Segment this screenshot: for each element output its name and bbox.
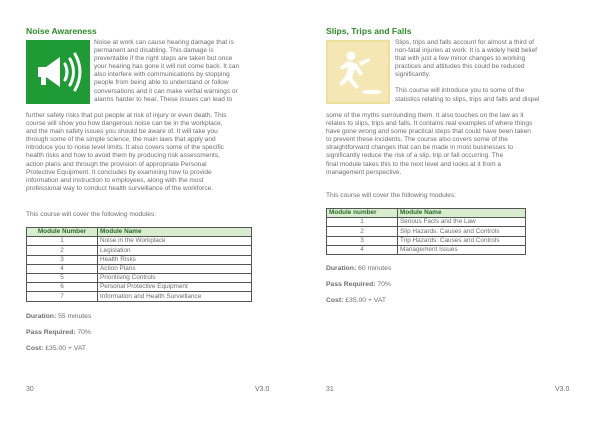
table-row bbox=[27, 255, 252, 264]
text-line: final module takes this to the next level and looks at it from a bbox=[326, 160, 502, 168]
slipping-person-icon bbox=[326, 40, 390, 104]
text-line: your hearing has gone it will not come back. It can bbox=[94, 63, 240, 71]
text-line: further safety risks that put people at risk of injury or even death. This bbox=[26, 112, 227, 119]
duration-line bbox=[326, 265, 391, 272]
text-line: conversations and it can make verbal warnings or bbox=[94, 87, 238, 95]
text-line: non-fatal injuries at work. It is a widely held belief bbox=[395, 47, 537, 55]
table-header-row bbox=[27, 228, 252, 237]
text-line: have gone wrong and some practical steps that could have been taken bbox=[326, 128, 531, 136]
module-name: Health Risks bbox=[98, 255, 252, 264]
cost-line bbox=[326, 297, 386, 304]
module-number: 5 bbox=[27, 273, 98, 282]
module-number: 3 bbox=[27, 255, 98, 264]
table-row bbox=[327, 236, 526, 245]
table-row bbox=[27, 283, 252, 292]
text-line: that with just a few minor changes to working bbox=[395, 55, 526, 63]
pass-line bbox=[26, 329, 91, 336]
table-row bbox=[327, 218, 526, 227]
text-line: Noise at work can cause hearing damage that is bbox=[94, 39, 234, 46]
text-line: alarms harder to hear. These issues can lead to bbox=[94, 95, 233, 103]
module-number: 4 bbox=[327, 245, 398, 254]
table-row bbox=[327, 245, 526, 254]
page-title: Noise Awareness bbox=[26, 26, 97, 36]
text-line: information and instruction to employees, along with the most bbox=[26, 176, 204, 184]
text-line: through some of the simple science, the main laws that apply and bbox=[26, 136, 216, 144]
duration-label: Duration: bbox=[26, 313, 57, 320]
text-line: course will show you how dangerous noise can be in the workplace, bbox=[26, 120, 223, 128]
pass-label: Pass Required: bbox=[26, 329, 76, 336]
table-row bbox=[27, 246, 252, 255]
module-name: Noise in the Workplace bbox=[98, 237, 252, 246]
column-header: Module Name bbox=[398, 209, 526, 218]
module-name: Legislation bbox=[98, 246, 252, 255]
text-line: This course will introduce you to some of the bbox=[395, 87, 525, 95]
text-line: health risks and how to avoid them by producing risk assessments, bbox=[26, 152, 220, 160]
text-line: permanent and disabling. This damage is bbox=[94, 47, 214, 55]
text-line: management perspective. bbox=[326, 168, 402, 176]
duration-value: 55 minutes bbox=[58, 313, 92, 320]
intro-paragraph-wrapped bbox=[94, 39, 270, 104]
modules-intro: This course will cover the following modules: bbox=[326, 192, 457, 199]
table-row bbox=[27, 273, 252, 282]
paragraph-gap bbox=[395, 79, 573, 87]
module-name: Action Plans bbox=[98, 264, 252, 273]
cost-label: Cost: bbox=[26, 345, 44, 352]
pass-label: Pass Required: bbox=[326, 281, 376, 288]
page-title: Slips, Trips and Falls bbox=[326, 26, 412, 36]
text-line: some of the myths surrounding them. It also touches on the law as it bbox=[326, 112, 524, 119]
table-row bbox=[327, 227, 526, 236]
pass-value: 70% bbox=[377, 281, 391, 288]
cost-value: £35.00 + VAT bbox=[45, 345, 87, 352]
pass-line bbox=[326, 281, 391, 288]
text-line: practices and attitudes this could be reduced bbox=[395, 63, 525, 71]
column-header: Module number bbox=[327, 209, 398, 218]
table-header-row bbox=[327, 209, 526, 218]
intro-paragraph-full bbox=[326, 112, 572, 177]
text-line: Protective Equipment. It concludes by examining how to provide bbox=[26, 168, 212, 176]
cost-value: £35.00 + VAT bbox=[345, 297, 387, 304]
intro-paragraph-full bbox=[26, 112, 270, 193]
text-line: introduce you to noise level limits. It also covers some of the specific bbox=[26, 144, 224, 152]
text-line: also interfere with communications by stopping bbox=[94, 71, 230, 79]
module-number: 3 bbox=[327, 236, 398, 245]
module-number: 7 bbox=[27, 292, 98, 301]
text-line: significantly reduce the risk of a slip, trip or fall occurring. The bbox=[326, 152, 504, 160]
cost-label: Cost: bbox=[326, 297, 344, 304]
text-line: people from being able to understand or follow bbox=[94, 79, 229, 87]
intro-paragraph-wrapped bbox=[395, 39, 573, 104]
text-line: statistics relating to slips, trips and falls and dispel bbox=[395, 95, 540, 103]
text-line: professional way to conduct health surveillance of the workforce. bbox=[26, 184, 214, 192]
column-header: Module Name bbox=[98, 228, 252, 237]
text-line: preventable if the right steps are taken but once bbox=[94, 55, 233, 63]
module-name: Trip Hazards: Causes and Controls bbox=[398, 236, 526, 245]
module-name: Personal Protective Equipment bbox=[98, 283, 252, 292]
module-number: 6 bbox=[27, 283, 98, 292]
modules-table bbox=[326, 208, 526, 255]
module-name: Management Issues bbox=[398, 245, 526, 254]
version-label: V3.0 bbox=[555, 386, 570, 393]
column-header: Module Number bbox=[27, 228, 98, 237]
page-slips-trips-falls bbox=[300, 0, 600, 425]
text-line: significantly. bbox=[395, 71, 431, 79]
text-line: relates to slips, trips and falls. It contains real examples of where things bbox=[326, 120, 533, 128]
module-number: 1 bbox=[327, 218, 398, 227]
module-number: 2 bbox=[327, 227, 398, 236]
megaphone-icon bbox=[26, 40, 90, 104]
text-line: action plans and through the provision of appropriate Personal bbox=[26, 160, 207, 168]
module-name: Serious Facts and the Law bbox=[398, 218, 526, 227]
version-label: V3.0 bbox=[255, 386, 270, 393]
text-line: Slips, trips and falls account for almost a third of bbox=[395, 39, 535, 46]
cost-line bbox=[26, 345, 86, 352]
modules-intro: This course will cover the following modules: bbox=[26, 211, 157, 218]
text-line: to prevent these incidents. The course also covers some of the bbox=[326, 136, 508, 144]
module-number: 1 bbox=[27, 237, 98, 246]
text-line: straightforward changes that can be made in most businesses to bbox=[326, 144, 514, 152]
table-row bbox=[27, 292, 252, 301]
pass-value: 70% bbox=[77, 329, 91, 336]
text-line: and the main safety issues you should be aware of. It will take you bbox=[26, 128, 218, 136]
page-number: 30 bbox=[26, 386, 34, 393]
table-row bbox=[27, 237, 252, 246]
table-row bbox=[27, 264, 252, 273]
module-number: 2 bbox=[27, 246, 98, 255]
duration-line bbox=[26, 313, 91, 320]
module-name: Slip Hazards: Causes and Controls bbox=[398, 227, 526, 236]
duration-label: Duration: bbox=[326, 265, 357, 272]
page-number: 31 bbox=[326, 386, 334, 393]
modules-table bbox=[26, 227, 252, 302]
module-name: Prioritising Controls bbox=[98, 273, 252, 282]
module-number: 4 bbox=[27, 264, 98, 273]
duration-value: 60 minutes bbox=[358, 265, 392, 272]
module-name: Information and Health Surveillance bbox=[98, 292, 252, 301]
